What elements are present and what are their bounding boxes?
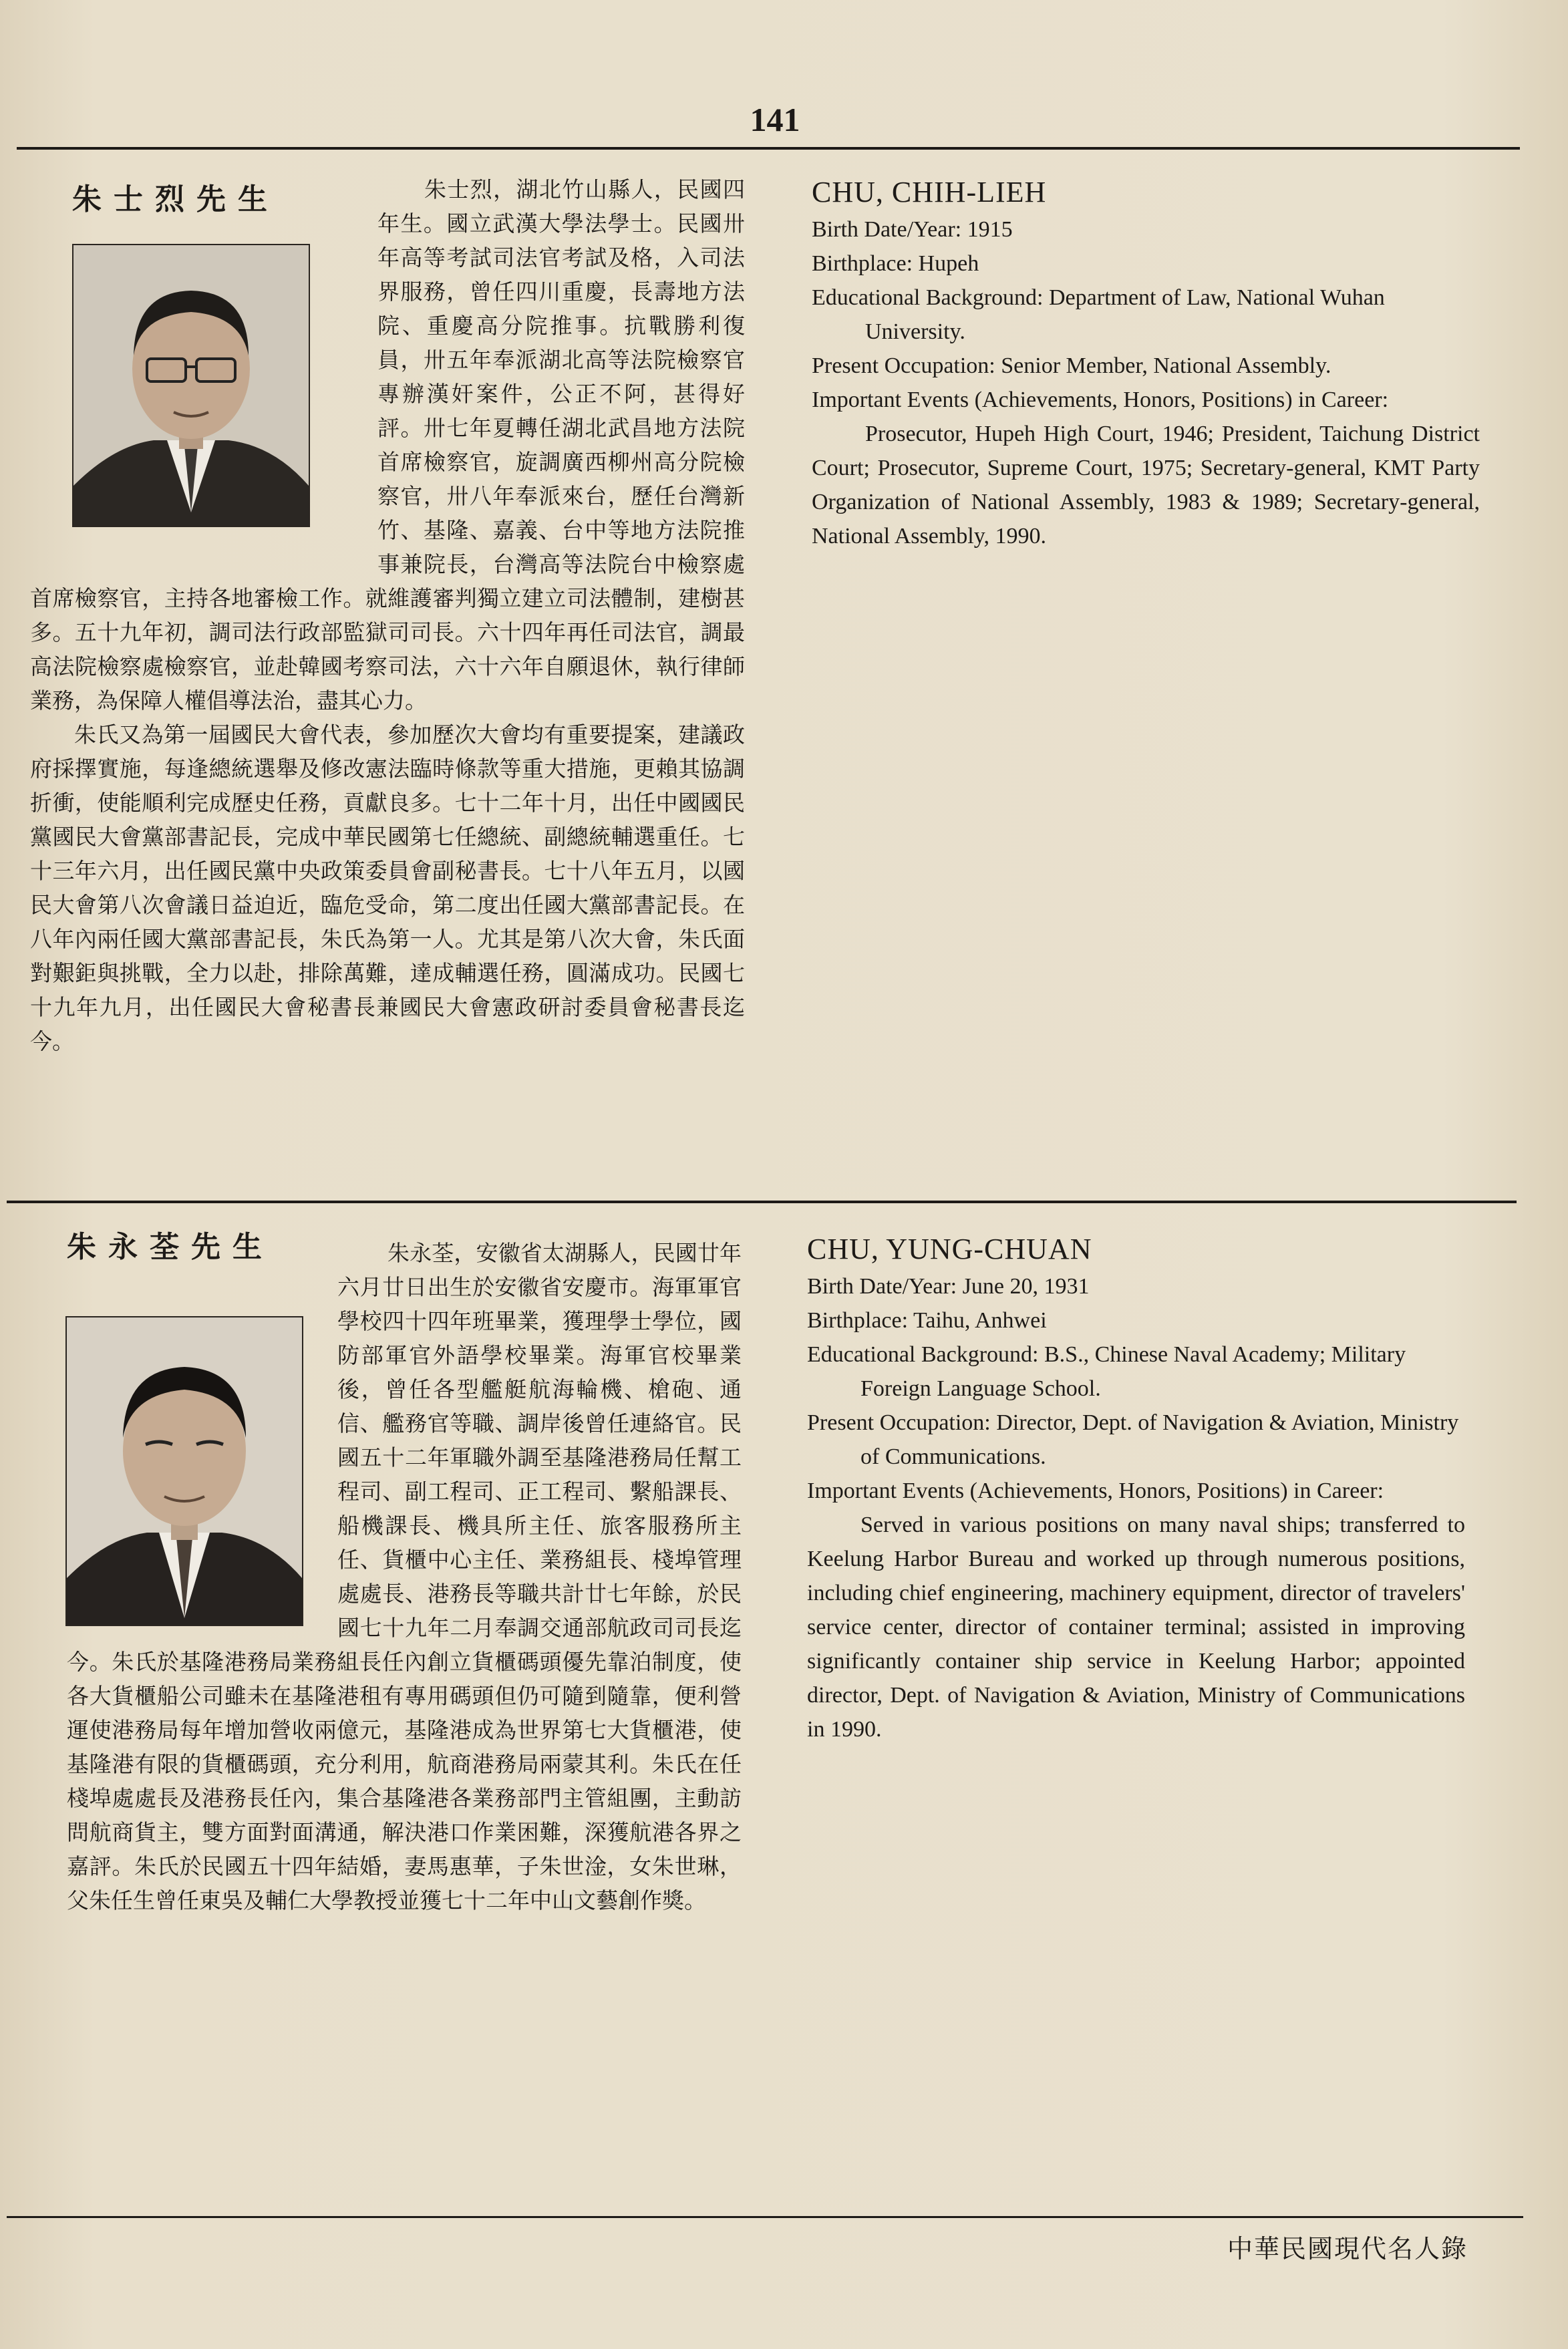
entry-1-birthplace: Birthplace: Hupeh xyxy=(812,251,979,276)
entry-2-birth-date: Birth Date/Year: June 20, 1931 xyxy=(807,1274,1090,1299)
entry-1-events-text: Prosecutor, Hupeh High Court, 1946; President, Taichung District Court; Prosecutor, Supreme Court, 1975; Secretary-general, KMT Party Organization of National Assembly, 1983 & 1989; Secretary-general, National Assembly, 1990. xyxy=(812,422,1480,549)
entry-2-bio-paragraph-1: 朱永荃，安徽省太湖縣人，民國廿年六月廿日出生於安徽省安慶市。海軍軍官學校四十四年班畢業，獲理學士學位，國防部軍官外語學校畢業。海軍官校畢業後，曾任各型艦艇航海輪機、槍砲、通信、艦務官等職、調岸後曾任連絡官。民國五十二年軍職外調至基隆港務局任幫工程司、副工程司、正工程司、繫船課長、船機課長、機具所主任、旅客服務所主任、貨櫃中心主任、業務組長、棧埠管理處處長、港務長等職共計廿七年餘，於民國七十九年二月奉調交通部航政司司長迄今。朱氏於基隆港務局業務組長任內創立貨櫃碼頭優先靠泊制度，使各大貨櫃船公司雖未在基隆港租有專用碼頭但仍可隨到隨靠，便利營運使港務局每年增加營收兩億元，基隆港成為世界第七大貨櫃港，使基隆港有限的貨櫃碼頭，充分利用，航商港務局兩蒙其利。朱氏在任棧埠處處長及港務長任內，集合基隆港各業務部門主管組團，主動訪問航商貨主，雙方面對面溝通，解決港口作業困難，深獲航港各界之嘉評。朱氏於民國五十四年結婚，妻馬惠華，子朱世淦，女朱世琳，父朱任生曾任東吳及輔仁大學教授並獲七十二年中山文藝創作獎。 xyxy=(67,1240,742,1913)
entry-1-chinese-bio xyxy=(30,172,745,1058)
entry-1-birth-date: Birth Date/Year: 1915 xyxy=(812,217,1013,242)
entry-1-english-name: CHU, CHIH-LIEH xyxy=(812,176,1047,208)
entry-1-education: Educational Background: Department of Law, National Wuhan University. xyxy=(812,285,1385,344)
top-rule xyxy=(17,147,1520,150)
entry-2-chinese-name: 朱永荃先生 xyxy=(67,1230,274,1264)
entry-1-chinese-name: 朱士烈先生 xyxy=(72,182,279,216)
entry-2-events-label: Important Events (Achievements, Honors, Positions) in Career: xyxy=(807,1478,1384,1503)
bottom-rule xyxy=(7,2216,1523,2218)
entry-2-english-name: CHU, YUNG-CHUAN xyxy=(807,1233,1092,1265)
entry-2-occupation: Present Occupation: Director, Dept. of Navigation & Aviation, Ministry of Communications. xyxy=(807,1410,1459,1469)
entry-2-chinese-bio xyxy=(67,1236,742,1917)
entry-1-bio-paragraph-1: 朱士烈，湖北竹山縣人，民國四年生。國立武漢大學法學士。民國卅年高等考試司法官考試及格，入司法界服務，曾任四川重慶，長壽地方法院、重慶高分院推事。抗戰勝利復員，卅五年奉派湖北高等法院檢察官專辦漢奸案件，公正不阿，甚得好評。卅七年夏轉任湖北武昌地方法院首席檢察官，旋調廣西柳州高分院檢察官，卅八年奉派來台，歷任台灣新竹、基隆、嘉義、台中等地方法院推事兼院長，台灣高等法院台中檢察處首席檢察官，主持各地審檢工作。就維護審判獨立建立司法體制，建樹甚多。五十九年初，調司法行政部監獄司司長。六十四年再任司法官，調最高法院檢察處檢察官，並赴韓國考察司法，六十六年自願退休，執行律師業務，為保障人權倡導法治，盡其心力。 xyxy=(30,176,745,714)
entry-1-bio-paragraph-2: 朱氏又為第一屆國民大會代表，參加歷次大會均有重要提案，建議政府採擇實施，每逢總統選舉及修改憲法臨時條款等重大措施，更賴其協調折衝，使能順利完成歷史任務，貢獻良多。七十二年十月，出任中國國民黨國民大會黨部書記長，完成中華民國第七任總統、副總統輔選重任。七十三年六月，出任國民黨中央政策委員會副秘書長。七十八年五月，以國民大會第八次會議日益迫近，臨危受命，第二度出任國大黨部書記長。在八年內兩任國大黨部書記長，朱氏為第一人。尤其是第八次大會，朱氏面對艱鉅與挑戰，全力以赴，排除萬難，達成輔選任務，圓滿成功。民國七十九年九月，出任國民大會秘書長兼國民大會憲政研討委員會秘書長迄今。 xyxy=(30,722,745,1054)
entry-2-english-block xyxy=(807,1229,1465,1746)
entry-1-english-block xyxy=(812,172,1480,553)
entry-2-education: Educational Background: B.S., Chinese Naval Academy; Military Foreign Language School. xyxy=(807,1342,1406,1401)
entry-2-birthplace: Birthplace: Taihu, Anhwei xyxy=(807,1308,1047,1333)
entry-2-events-text: Served in various positions on many naval ships; transferred to Keelung Harbor Bureau and worked up through numerous positions, including chief engineering, machinery equipment, director of travelers' service center, director of container terminal; assisted in improving significantly container ship service in Keelung Harbor; appointed director, Dept. of Navigation & Aviation, Ministry of Communications in 1990. xyxy=(807,1513,1465,1742)
page-number: 141 xyxy=(750,101,800,138)
entry-1-occupation: Present Occupation: Senior Member, National Assembly. xyxy=(812,353,1331,378)
footer-title: 中華民國現代名人錄 xyxy=(1227,2234,1468,2263)
entry-1-events-label: Important Events (Achievements, Honors, Positions) in Career: xyxy=(812,387,1389,412)
middle-rule xyxy=(7,1201,1517,1203)
